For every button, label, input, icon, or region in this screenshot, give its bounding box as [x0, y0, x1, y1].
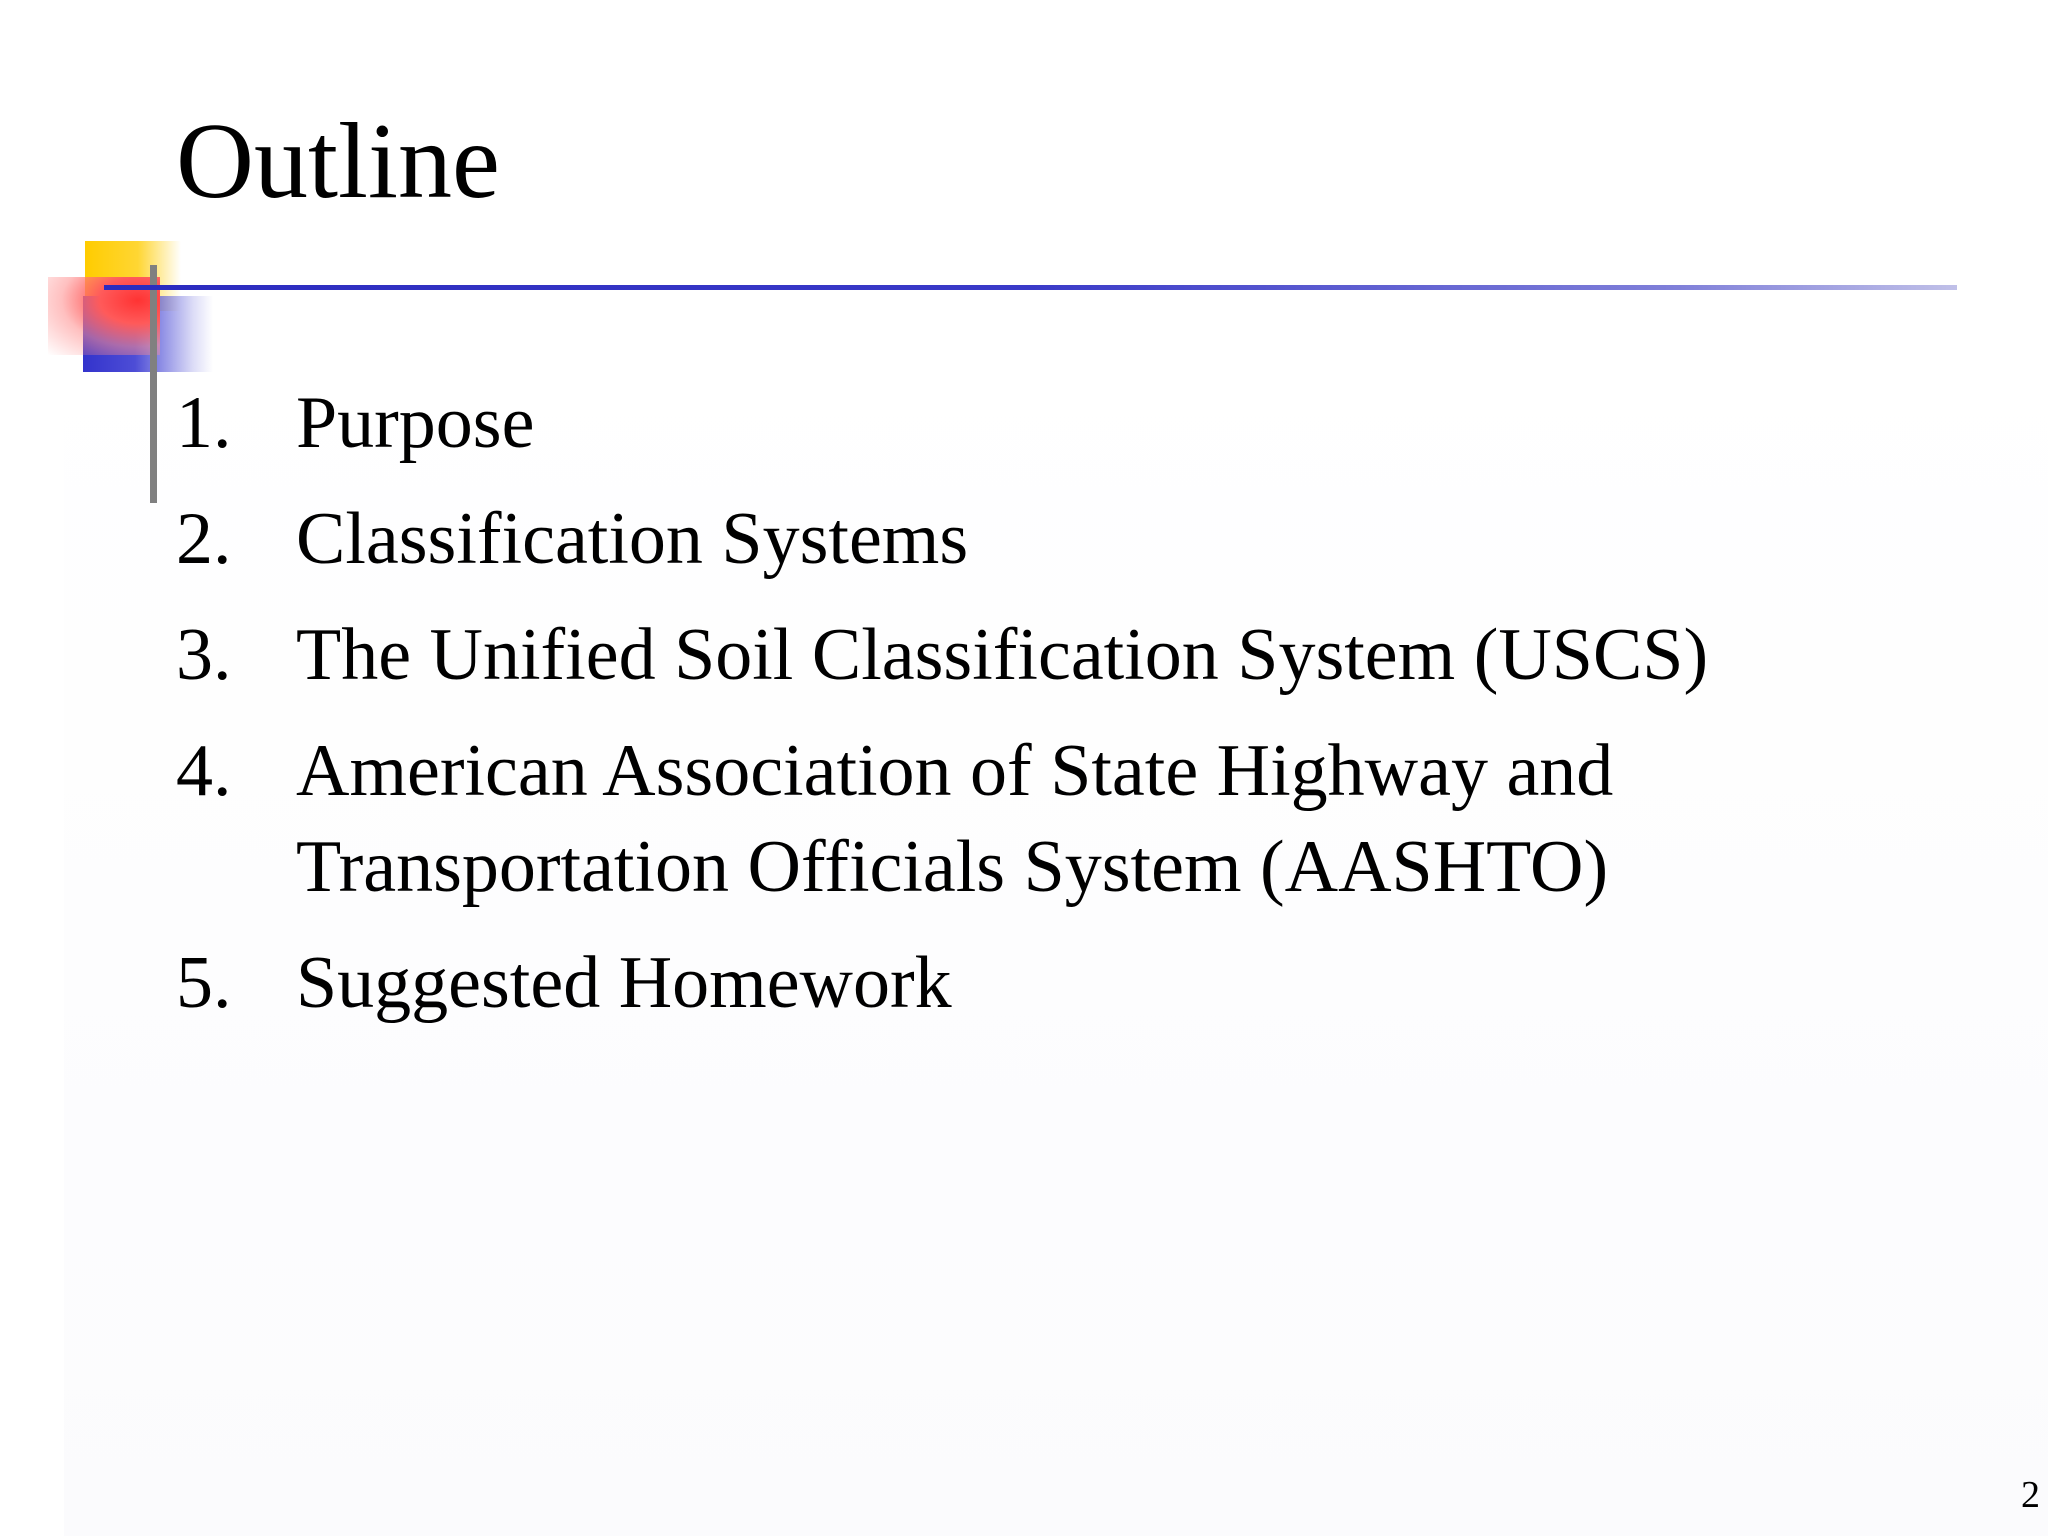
outline-item-number: 4.: [176, 730, 232, 812]
outline-item: [176, 723, 1976, 915]
outline-item-text: The Unified Soil Classification System (USCS): [296, 614, 1709, 696]
page-number: 2: [2021, 1474, 2040, 1516]
outline-item-number: 1.: [176, 382, 232, 464]
outline-item-text: American Association of State Highway and: [296, 730, 1614, 812]
outline-item: [176, 491, 1976, 587]
outline-item: [176, 935, 1976, 1031]
slide-title: Outline: [176, 102, 500, 221]
outline-item-number: 3.: [176, 614, 232, 696]
outline-item-number: 5.: [176, 942, 232, 1024]
title-underline: [104, 285, 1957, 290]
outline-item: [176, 375, 1976, 471]
outline-item: [176, 607, 1976, 703]
outline-item-number: 2.: [176, 498, 232, 580]
decoration-vertical-bar: [150, 265, 157, 503]
outline-item-text-continued: Transportation Officials System (AASHTO): [296, 826, 1609, 908]
outline-item-text: Purpose: [296, 382, 535, 464]
outline-item-text: Suggested Homework: [296, 942, 952, 1024]
outline-item-text: Classification Systems: [296, 498, 969, 580]
outline-list: [176, 375, 1976, 1051]
